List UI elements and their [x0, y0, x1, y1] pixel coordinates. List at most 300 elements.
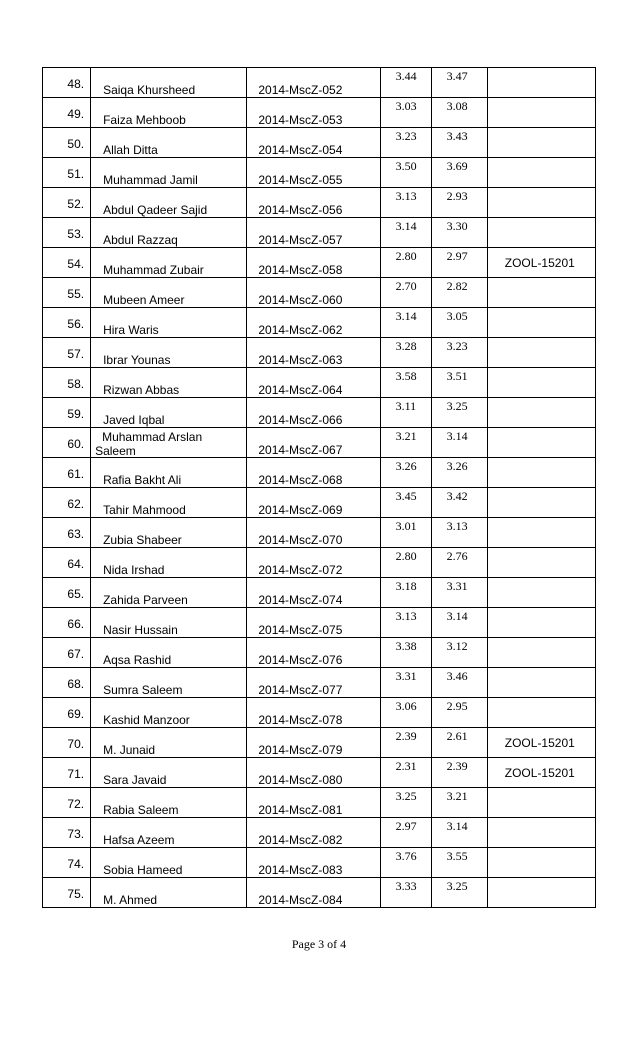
registration-cell — [247, 68, 380, 98]
grade-2-cell — [431, 698, 487, 728]
registration-text: 2014-MscZ-081 — [258, 803, 343, 817]
grade-1-text: 3.38 — [395, 639, 417, 653]
name-text: Rabia Saleem — [103, 803, 179, 817]
grade-2-text: 3.21 — [446, 789, 468, 803]
grade-2-cell — [431, 158, 487, 188]
remark-cell — [487, 518, 595, 548]
remark-cell — [487, 368, 595, 398]
remark-cell — [487, 698, 595, 728]
serial-cell — [43, 848, 91, 878]
registration-text: 2014-MscZ-067 — [258, 443, 343, 457]
serial-cell — [43, 878, 91, 908]
name-cell — [91, 338, 247, 368]
name-cell — [91, 578, 247, 608]
registration-text: 2014-MscZ-055 — [258, 173, 343, 187]
grade-2-cell — [431, 278, 487, 308]
grade-1-cell — [380, 458, 431, 488]
serial-text: 64. — [67, 557, 85, 571]
name-text: Zubia Shabeer — [103, 533, 182, 547]
name-text: M. Junaid — [103, 743, 156, 757]
registration-cell — [247, 608, 380, 638]
registration-cell — [247, 878, 380, 908]
registration-cell — [247, 428, 380, 458]
grade-2-cell — [431, 518, 487, 548]
serial-cell — [43, 548, 91, 578]
name-text: M. Ahmed — [103, 893, 158, 907]
serial-text: 73. — [67, 827, 85, 841]
serial-text: 68. — [67, 677, 85, 691]
grade-2-text: 2.61 — [446, 729, 468, 743]
name-cell — [91, 158, 247, 188]
remark-text: ZOOL-15201 — [504, 766, 575, 780]
grade-2-cell — [431, 338, 487, 368]
table-row — [43, 608, 596, 638]
grade-2-text: 2.76 — [446, 549, 468, 563]
table-row — [43, 578, 596, 608]
table-row — [43, 458, 596, 488]
name-cell — [91, 278, 247, 308]
name-text: Sobia Hameed — [103, 863, 183, 877]
serial-cell — [43, 788, 91, 818]
name-cell — [91, 788, 247, 818]
serial-cell — [43, 218, 91, 248]
remark-cell — [487, 128, 595, 158]
serial-text: 69. — [67, 707, 85, 721]
grade-2-text: 3.25 — [446, 879, 468, 893]
name-text: Kashid Manzoor — [103, 713, 190, 727]
name-text: Muhammad Zubair — [103, 263, 204, 277]
grade-2-text: 3.43 — [446, 129, 468, 143]
name-cell — [91, 548, 247, 578]
grade-1-text: 3.18 — [395, 579, 417, 593]
grade-1-text: 3.76 — [395, 849, 417, 863]
grade-1-text: 3.13 — [395, 189, 417, 203]
grade-1-cell — [380, 158, 431, 188]
serial-cell — [43, 758, 91, 788]
serial-text: 50. — [67, 137, 85, 151]
serial-cell — [43, 698, 91, 728]
remark-cell — [487, 848, 595, 878]
remark-cell — [487, 248, 595, 278]
serial-cell — [43, 98, 91, 128]
table-row — [43, 668, 596, 698]
serial-text: 53. — [67, 227, 85, 241]
name-text: Javed Iqbal — [103, 413, 165, 427]
name-cell — [91, 458, 247, 488]
table-row — [43, 788, 596, 818]
serial-text: 60. — [67, 437, 85, 451]
remark-cell — [487, 278, 595, 308]
remark-cell — [487, 98, 595, 128]
grade-1-cell — [380, 248, 431, 278]
registration-cell — [247, 638, 380, 668]
grade-2-cell — [431, 668, 487, 698]
registration-text: 2014-MscZ-053 — [258, 113, 343, 127]
grade-1-text: 3.14 — [395, 309, 417, 323]
table-row — [43, 158, 596, 188]
serial-text: 58. — [67, 377, 85, 391]
name-text: Mubeen Ameer — [103, 293, 185, 307]
registration-text: 2014-MscZ-072 — [258, 563, 343, 577]
serial-cell — [43, 128, 91, 158]
table-row — [43, 548, 596, 578]
registration-cell — [247, 128, 380, 158]
name-text: Allah Ditta — [103, 143, 158, 157]
grade-1-text: 2.70 — [395, 279, 417, 293]
grade-2-cell — [431, 428, 487, 458]
grade-1-cell — [380, 578, 431, 608]
remark-text: ZOOL-15201 — [504, 736, 575, 750]
serial-cell — [43, 188, 91, 218]
grade-2-cell — [431, 458, 487, 488]
remark-cell — [487, 638, 595, 668]
registration-text: 2014-MscZ-070 — [258, 533, 343, 547]
registration-text: 2014-MscZ-062 — [258, 323, 343, 337]
grade-2-cell — [431, 728, 487, 758]
grade-1-text: 2.80 — [395, 549, 417, 563]
name-cell — [91, 728, 247, 758]
grade-1-cell — [380, 128, 431, 158]
grade-1-cell — [380, 218, 431, 248]
grade-1-cell — [380, 758, 431, 788]
serial-cell — [43, 368, 91, 398]
grade-1-text: 2.80 — [395, 249, 417, 263]
name-text: Saiqa Khursheed — [103, 83, 196, 97]
remark-cell — [487, 218, 595, 248]
grade-1-text: 3.25 — [395, 789, 417, 803]
grade-1-cell — [380, 428, 431, 458]
grade-1-text: 3.44 — [395, 69, 417, 83]
table-row — [43, 698, 596, 728]
serial-cell — [43, 308, 91, 338]
name-cell — [91, 848, 247, 878]
grade-1-text: 3.33 — [395, 879, 417, 893]
grade-2-text: 2.93 — [446, 189, 468, 203]
grade-1-text: 3.50 — [395, 159, 417, 173]
grade-1-text: 3.28 — [395, 339, 417, 353]
grade-2-cell — [431, 128, 487, 158]
name-cell — [91, 638, 247, 668]
grade-1-cell — [380, 188, 431, 218]
grade-1-cell — [380, 788, 431, 818]
table-row — [43, 98, 596, 128]
grade-1-cell — [380, 878, 431, 908]
grade-2-text: 2.39 — [446, 759, 468, 773]
grade-2-cell — [431, 878, 487, 908]
grade-1-text: 3.13 — [395, 609, 417, 623]
table-row — [43, 848, 596, 878]
name-text: Nida Irshad — [103, 563, 165, 577]
name-text: Hafsa Azeem — [103, 833, 175, 847]
registration-text: 2014-MscZ-077 — [258, 683, 343, 697]
remark-cell — [487, 188, 595, 218]
name-cell — [91, 518, 247, 548]
grade-2-text: 2.95 — [446, 699, 468, 713]
registration-cell — [247, 758, 380, 788]
results-table-body — [43, 68, 596, 908]
grade-2-text: 3.13 — [446, 519, 468, 533]
grade-1-text: 2.39 — [395, 729, 417, 743]
grade-2-cell — [431, 548, 487, 578]
page-number: Page 3 of 4 — [291, 937, 347, 951]
registration-text: 2014-MscZ-057 — [258, 233, 343, 247]
serial-text: 59. — [67, 407, 85, 421]
name-cell — [91, 308, 247, 338]
serial-cell — [43, 398, 91, 428]
serial-text: 55. — [67, 287, 85, 301]
registration-text: 2014-MscZ-068 — [258, 473, 343, 487]
serial-text: 54. — [67, 257, 85, 271]
name-text: Rizwan Abbas — [103, 383, 180, 397]
grade-1-text: 3.11 — [395, 399, 417, 413]
serial-text: 75. — [67, 887, 85, 901]
grade-1-cell — [380, 698, 431, 728]
remark-cell — [487, 788, 595, 818]
table-row — [43, 188, 596, 218]
serial-text: 67. — [67, 647, 85, 661]
remark-cell — [487, 68, 595, 98]
name-cell — [91, 608, 247, 638]
grade-2-cell — [431, 248, 487, 278]
grade-1-cell — [380, 668, 431, 698]
table-row — [43, 488, 596, 518]
serial-text: 71. — [67, 767, 85, 781]
table-row — [43, 818, 596, 848]
name-cell — [91, 248, 247, 278]
serial-cell — [43, 278, 91, 308]
registration-cell — [247, 248, 380, 278]
grade-2-text: 3.69 — [446, 159, 468, 173]
serial-text: 72. — [67, 797, 85, 811]
name-text: Hira Waris — [103, 323, 159, 337]
grade-1-text: 3.21 — [395, 429, 417, 443]
grade-1-text: 3.45 — [395, 489, 417, 503]
registration-text: 2014-MscZ-080 — [258, 773, 343, 787]
remark-cell — [487, 758, 595, 788]
registration-text: 2014-MscZ-079 — [258, 743, 343, 757]
remark-cell — [487, 668, 595, 698]
name-text: Faiza Mehboob — [103, 113, 186, 127]
name-text: Sumra Saleem — [103, 683, 183, 697]
grade-1-text: 2.31 — [395, 759, 417, 773]
grade-2-text: 3.05 — [446, 309, 468, 323]
name-cell — [91, 668, 247, 698]
registration-cell — [247, 698, 380, 728]
registration-cell — [247, 518, 380, 548]
registration-cell — [247, 788, 380, 818]
grade-1-cell — [380, 308, 431, 338]
registration-text: 2014-MscZ-082 — [258, 833, 343, 847]
serial-text: 57. — [67, 347, 85, 361]
grade-1-cell — [380, 338, 431, 368]
remark-cell — [487, 548, 595, 578]
serial-text: 61. — [67, 467, 85, 481]
registration-cell — [247, 188, 380, 218]
registration-text: 2014-MscZ-064 — [258, 383, 343, 397]
registration-cell — [247, 98, 380, 128]
remark-cell — [487, 818, 595, 848]
grade-1-cell — [380, 548, 431, 578]
name-text: Muhammad Jamil — [103, 173, 198, 187]
remark-cell — [487, 458, 595, 488]
serial-text: 52. — [67, 197, 85, 211]
grade-1-cell — [380, 68, 431, 98]
registration-text: 2014-MscZ-069 — [258, 503, 343, 517]
grade-1-cell — [380, 278, 431, 308]
table-row — [43, 638, 596, 668]
grade-2-cell — [431, 818, 487, 848]
name-text: Nasir Hussain — [103, 623, 178, 637]
remark-cell — [487, 578, 595, 608]
name-text: Zahida Parveen — [103, 593, 188, 607]
grade-2-text: 3.42 — [446, 489, 468, 503]
registration-text: 2014-MscZ-054 — [258, 143, 343, 157]
grade-1-cell — [380, 368, 431, 398]
registration-text: 2014-MscZ-058 — [258, 263, 343, 277]
grade-2-cell — [431, 308, 487, 338]
table-row — [43, 248, 596, 278]
registration-cell — [247, 488, 380, 518]
name-text: Muhammad Arslan Saleem — [95, 430, 203, 458]
grade-2-cell — [431, 488, 487, 518]
grade-1-cell — [380, 608, 431, 638]
name-cell — [91, 428, 247, 458]
grade-2-cell — [431, 368, 487, 398]
registration-text: 2014-MscZ-052 — [258, 83, 343, 97]
registration-cell — [247, 338, 380, 368]
serial-cell — [43, 338, 91, 368]
serial-text: 74. — [67, 857, 85, 871]
remark-cell — [487, 728, 595, 758]
name-text: Ibrar Younas — [103, 353, 171, 367]
registration-cell — [247, 398, 380, 428]
grade-2-text: 3.31 — [446, 579, 468, 593]
grade-1-cell — [380, 818, 431, 848]
grade-2-text: 3.55 — [446, 849, 468, 863]
grade-2-cell — [431, 218, 487, 248]
grade-2-text: 3.14 — [446, 429, 468, 443]
remark-cell — [487, 158, 595, 188]
table-row — [43, 428, 596, 458]
serial-text: 49. — [67, 107, 85, 121]
grade-2-text: 3.14 — [446, 819, 468, 833]
grade-1-text: 3.26 — [395, 459, 417, 473]
serial-text: 62. — [67, 497, 85, 511]
registration-cell — [247, 308, 380, 338]
grade-2-text: 3.30 — [446, 219, 468, 233]
registration-text: 2014-MscZ-063 — [258, 353, 343, 367]
grade-2-text: 2.82 — [446, 279, 468, 293]
remark-text: ZOOL-15201 — [504, 256, 575, 270]
table-row — [43, 338, 596, 368]
grade-2-cell — [431, 398, 487, 428]
serial-text: 65. — [67, 587, 85, 601]
registration-cell — [247, 548, 380, 578]
table-row — [43, 728, 596, 758]
grade-2-text: 3.12 — [446, 639, 468, 653]
name-cell — [91, 218, 247, 248]
grade-2-cell — [431, 188, 487, 218]
remark-cell — [487, 878, 595, 908]
serial-text: 48. — [67, 77, 85, 91]
grade-1-text: 3.01 — [395, 519, 417, 533]
grade-1-text: 3.58 — [395, 369, 417, 383]
grade-2-text: 3.26 — [446, 459, 468, 473]
serial-text: 66. — [67, 617, 85, 631]
grade-2-text: 3.14 — [446, 609, 468, 623]
name-text: Sara Javaid — [103, 773, 167, 787]
registration-text: 2014-MscZ-084 — [258, 893, 343, 907]
remark-cell — [487, 608, 595, 638]
remark-cell — [487, 338, 595, 368]
name-cell — [91, 68, 247, 98]
name-cell — [91, 368, 247, 398]
name-cell — [91, 98, 247, 128]
registration-cell — [247, 848, 380, 878]
name-cell — [91, 398, 247, 428]
registration-cell — [247, 818, 380, 848]
grade-2-text: 3.08 — [446, 99, 468, 113]
table-row — [43, 878, 596, 908]
grade-2-cell — [431, 758, 487, 788]
serial-cell — [43, 428, 91, 458]
serial-text: 51. — [67, 167, 85, 181]
grade-1-cell — [380, 398, 431, 428]
grade-1-cell — [380, 848, 431, 878]
grade-2-text: 2.97 — [446, 249, 468, 263]
grade-2-text: 3.47 — [446, 69, 468, 83]
serial-cell — [43, 668, 91, 698]
registration-text: 2014-MscZ-060 — [258, 293, 343, 307]
table-row — [43, 368, 596, 398]
registration-text: 2014-MscZ-066 — [258, 413, 343, 427]
grade-1-text: 3.03 — [395, 99, 417, 113]
grade-1-text: 3.31 — [395, 669, 417, 683]
serial-cell — [43, 158, 91, 188]
remark-cell — [487, 398, 595, 428]
table-row — [43, 68, 596, 98]
grade-1-cell — [380, 488, 431, 518]
grade-2-text: 3.46 — [446, 669, 468, 683]
registration-text: 2014-MscZ-056 — [258, 203, 343, 217]
grade-1-cell — [380, 638, 431, 668]
serial-text: 70. — [67, 737, 85, 751]
name-cell — [91, 818, 247, 848]
grade-2-text: 3.23 — [446, 339, 468, 353]
table-row — [43, 518, 596, 548]
remark-cell — [487, 308, 595, 338]
grade-1-cell — [380, 98, 431, 128]
registration-text: 2014-MscZ-075 — [258, 623, 343, 637]
table-row — [43, 128, 596, 158]
grade-2-cell — [431, 68, 487, 98]
name-cell — [91, 878, 247, 908]
grade-1-cell — [380, 728, 431, 758]
serial-cell — [43, 578, 91, 608]
grade-1-text: 3.06 — [395, 699, 417, 713]
grade-2-cell — [431, 638, 487, 668]
name-cell — [91, 488, 247, 518]
serial-cell — [43, 638, 91, 668]
registration-text: 2014-MscZ-074 — [258, 593, 343, 607]
serial-cell — [43, 608, 91, 638]
grade-1-text: 3.23 — [395, 129, 417, 143]
serial-text: 56. — [67, 317, 85, 331]
serial-cell — [43, 818, 91, 848]
name-text: Abdul Qadeer Sajid — [103, 203, 208, 217]
grade-2-cell — [431, 578, 487, 608]
grade-2-cell — [431, 98, 487, 128]
